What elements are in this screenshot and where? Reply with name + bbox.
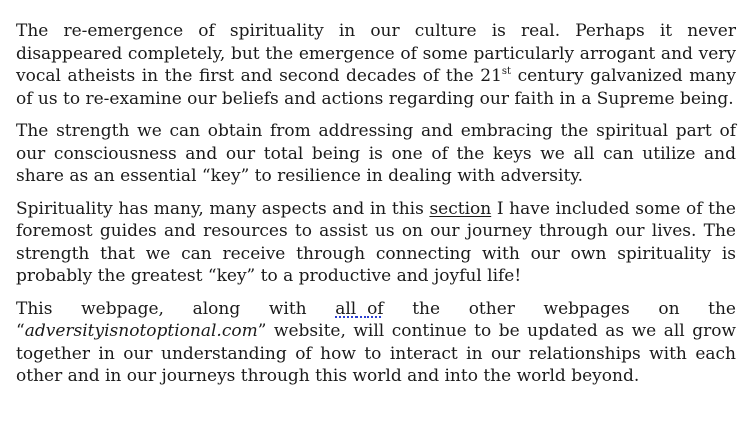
p4-text-end: website, will continue to be updated as we all grow together in our understanding of how to interact in our relationships with each other and in our journeys through this world and into the world beyond. [16, 321, 736, 386]
grammar-flag-all-of[interactable] [335, 298, 383, 321]
p3-text-end: I have included some of the foremost guides and resources to assist us on our journey through our lives. The strength that we can receive through connecting with our own spirituality is probably the greatest “key” to a productive and joyful life! [16, 198, 736, 286]
p4-first-line [16, 298, 736, 321]
p4-word: This [16, 298, 53, 319]
p4-word: webpage, [81, 298, 164, 319]
paragraph-spirituality [16, 198, 736, 288]
p2-text: The strength we can obtain from addressing and embracing the spiritual part of our consciousness and our total being is one of the keys we all can utilize and share as an essential “key” to resilience in dealing with adversity. [16, 121, 736, 186]
p1-text-start: The re-emergence of spirituality in our culture is real. Perhaps it never disappeared completely, but the emergence of some particularly arrogant and very vocal atheists in the first and second decades of the 21 [16, 21, 736, 86]
site-name: adversityisnotoptional.com [24, 321, 258, 341]
p4-word: of [367, 298, 384, 319]
close-quote: ” [257, 321, 267, 341]
paragraph-webpage [16, 298, 736, 388]
p4-word: all [335, 298, 357, 319]
open-quote: “ [16, 321, 25, 341]
p4-word: webpages [543, 298, 630, 319]
p3-text-start: Spirituality has many, many aspects and in this [16, 198, 430, 219]
p4-word: other [468, 298, 515, 319]
p4-word: on [658, 298, 680, 319]
p4-rest [16, 320, 736, 388]
section-link[interactable]: section [429, 198, 492, 219]
paragraph-reemergence [16, 20, 736, 110]
p4-word: the [708, 298, 736, 319]
paragraph-strength [16, 120, 736, 188]
p4-word: along [192, 298, 241, 319]
p4-word: the [412, 298, 441, 319]
p4-word: with [268, 298, 307, 319]
ordinal-suffix: st [501, 66, 512, 77]
p1-text-end: century galvanized many of us to re-examine our beliefs and actions regarding our faith in a Supreme being. [16, 66, 736, 109]
